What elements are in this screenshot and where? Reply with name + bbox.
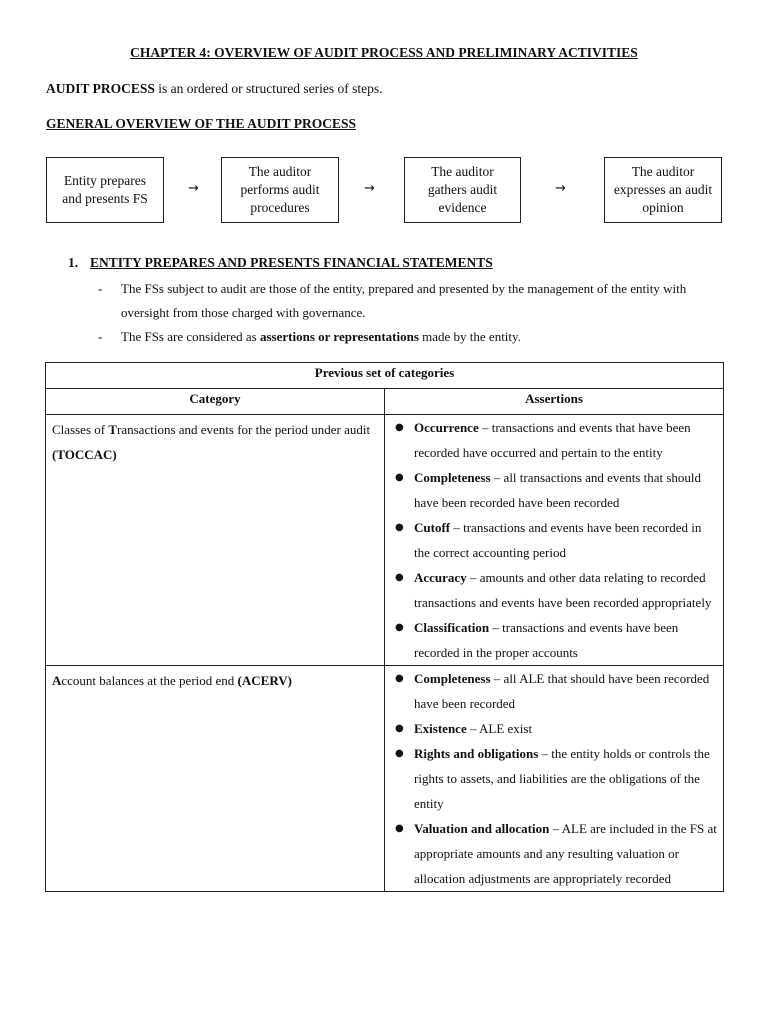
arrow-right-icon: → <box>555 181 566 196</box>
list-item <box>98 325 728 349</box>
assertions-table <box>45 362 724 892</box>
assertion-name: Valuation and allocation <box>414 821 550 836</box>
table-caption: Previous set of categories <box>46 363 724 389</box>
table-row <box>46 415 724 666</box>
assertion-name: Completeness <box>414 470 491 485</box>
bullet-text: The FSs are considered as <box>121 329 260 344</box>
list-item <box>385 515 717 565</box>
list-item <box>385 741 717 816</box>
assertion-text: – transactions and events that have been recorded have occurred and pertain to the entity <box>414 420 691 460</box>
list-item <box>385 716 717 741</box>
category-code: (ACERV) <box>237 673 292 688</box>
assertion-text: – transactions and events have been recorded in the correct accounting period <box>414 520 702 560</box>
list-item <box>385 465 717 515</box>
assertion-text: – all ALE that should have been recorded have been recorded <box>414 671 710 711</box>
audit-process-flow <box>46 157 722 225</box>
assertion-text: – ALE are included in the FS at appropriate amounts and any resulting valuation or allocation adjustments are appropriately recorded <box>414 821 717 886</box>
assertion-text: – transactions and events have been recorded in the proper accounts <box>414 620 679 660</box>
list-item <box>385 816 717 891</box>
assertion-name: Accuracy <box>414 570 467 585</box>
list-item <box>385 415 717 465</box>
table-row <box>46 666 724 892</box>
assertion-name: Occurrence <box>414 420 479 435</box>
section-1-heading <box>68 255 493 271</box>
section-title: ENTITY PREPARES AND PRESENTS FINANCIAL STATEMENTS <box>90 255 493 270</box>
bullet-icon: ● <box>395 823 404 834</box>
dash-bullet: - <box>98 281 103 296</box>
category-initial: A <box>52 673 62 688</box>
flow-step-auditor-gathers: The auditor gathers audit evidence <box>404 157 521 223</box>
category-text: Classes of <box>52 422 109 437</box>
dash-bullet: - <box>98 329 103 344</box>
assertions-cell <box>385 666 724 892</box>
bullet-emphasis: assertions or representations <box>260 329 419 344</box>
assertion-name: Completeness <box>414 671 491 686</box>
bullet-icon: ● <box>395 723 404 734</box>
list-item <box>385 666 717 716</box>
category-text: ccount balances at the period end <box>61 673 238 688</box>
assertion-name: Cutoff <box>414 520 451 535</box>
intro-paragraph <box>46 81 382 97</box>
category-text: ransactions and events for the period under audit <box>117 422 371 437</box>
section-number: 1. <box>68 255 79 270</box>
assertion-list <box>385 666 717 891</box>
category-cell <box>46 666 385 892</box>
section-1-bullets <box>98 277 728 349</box>
assertion-list <box>385 415 717 665</box>
column-header-category: Category <box>46 389 385 415</box>
arrow-right-icon: → <box>188 181 199 196</box>
bullet-icon: ● <box>395 673 404 684</box>
category-code: (TOCCAC) <box>52 447 117 462</box>
flow-step-auditor-performs: The auditor performs audit procedures <box>221 157 339 223</box>
category-cell <box>46 415 385 666</box>
category-initial: T <box>108 422 118 437</box>
column-header-assertions: Assertions <box>385 389 724 415</box>
flow-step-entity-prepares: Entity prepares and presents FS <box>46 157 164 223</box>
bullet-icon: ● <box>395 472 404 483</box>
bullet-icon: ● <box>395 572 404 583</box>
overview-heading: GENERAL OVERVIEW OF THE AUDIT PROCESS <box>46 116 356 131</box>
chapter-title: CHAPTER 4: OVERVIEW OF AUDIT PROCESS AND PRELIMINARY ACTIVITIES <box>130 45 638 60</box>
list-item <box>385 565 717 615</box>
bullet-icon: ● <box>395 522 404 533</box>
assertion-text: – amounts and other data relating to recorded transactions and events have been recorded appropriately <box>414 570 712 610</box>
assertion-name: Rights and obligations <box>414 746 539 761</box>
list-item <box>98 277 728 325</box>
bullet-icon: ● <box>395 422 404 433</box>
intro-term: AUDIT PROCESS <box>46 81 155 96</box>
assertion-name: Existence <box>414 721 467 736</box>
flow-step-auditor-expresses: The auditor expresses an audit opinion <box>604 157 722 223</box>
intro-definition: is an ordered or structured series of steps. <box>154 81 383 96</box>
assertion-name: Classification <box>414 620 490 635</box>
list-item <box>385 615 717 665</box>
bullet-icon: ● <box>395 622 404 633</box>
bullet-text: made by the entity. <box>418 329 521 344</box>
assertion-text: – ALE exist <box>466 721 533 736</box>
arrow-right-icon: → <box>364 181 375 196</box>
bullet-text: The FSs subject to audit are those of the entity, prepared and presented by the management of the entity with oversight from those charged with governance. <box>121 281 687 320</box>
assertion-text: – the entity holds or controls the rights to assets, and liabilities are the obligations of the entity <box>414 746 710 811</box>
assertions-cell <box>385 415 724 666</box>
bullet-icon: ● <box>395 748 404 759</box>
assertion-text: – all transactions and events that should have been recorded have been recorded <box>414 470 702 510</box>
